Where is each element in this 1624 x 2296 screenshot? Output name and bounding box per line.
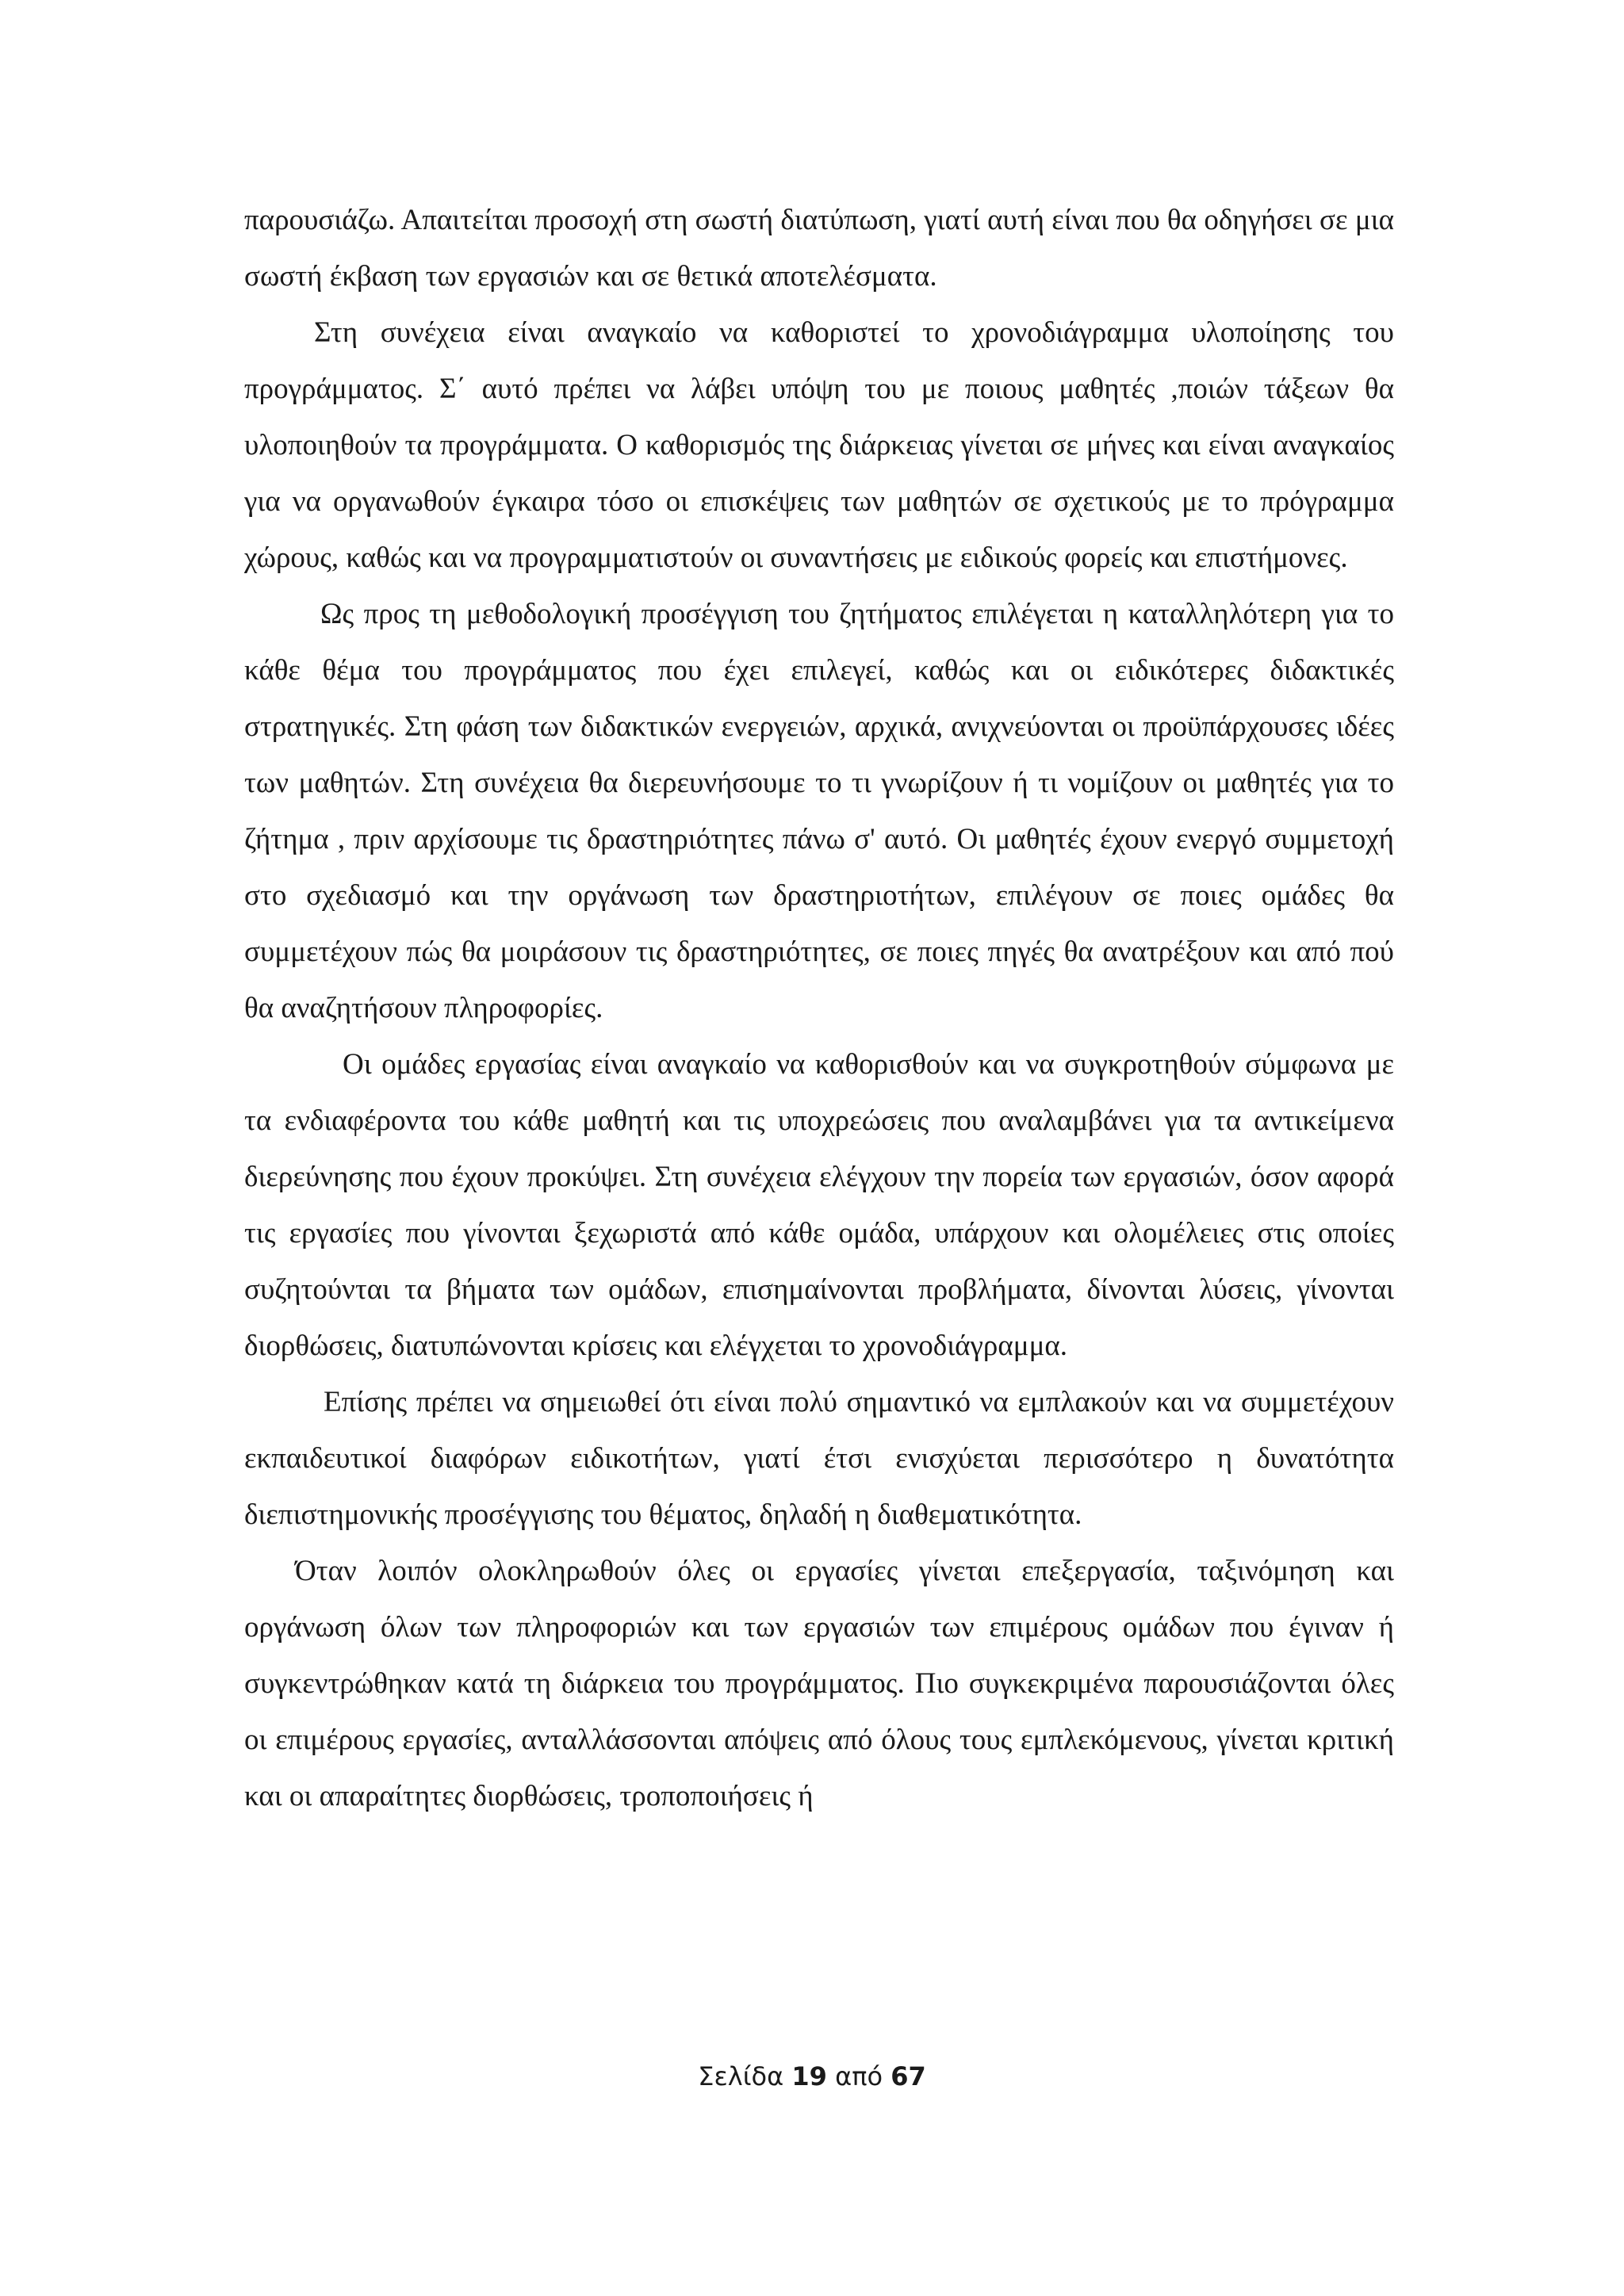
footer-separator: από xyxy=(835,2061,883,2091)
paragraph-schedule: Στη συνέχεια είναι αναγκαίο να καθοριστεί το χρονοδιάγραμμα υλοποίησης του προγράμματος. Σ΄ αυτό πρέπει να λάβει υπόψη του με ποιους μαθητές ,ποιών τάξεων θα υλοποιηθούν τα προγράμματα. Ο καθορισμός της διάρκειας γίνεται σε μήνες και είναι αναγκαίος για να οργανωθούν έγκαιρα τόσο οι επισκέψεις των μαθητών σε σχετικούς με το πρόγραμμα χώρους, καθώς και να προγραμματιστούν οι συναντήσεις με ειδικούς φορείς και επιστήμονες. xyxy=(244,316,1394,574)
paragraph-processing: Όταν λοιπόν ολοκληρωθούν όλες οι εργασίες γίνεται επεξεργασία, ταξινόμηση και οργάνωση όλων των πληροφοριών και των εργασιών των επιμέρους ομάδων που έγιναν ή συγκεντρώθηκαν κατά τη διάρκεια του προγράμματος. Πιο συγκεκριμένα παρουσιάζονται όλες οι επιμέρους εργασίες, ανταλλάσσονται απόψεις από όλους τους εμπλεκόμενους, γίνεται κριτική και οι απαραίτητες διορθώσεις, τροποποιήσεις ή xyxy=(244,1555,1394,1812)
paragraph-methodology: Ως προς τη μεθοδολογική προσέγγιση του ζητήματος επιλέγεται η καταλληλότερη για το κάθε θέμα του προγράμματος που έχει επιλεγεί, καθώς και οι ειδικότερες διδακτικές στρατηγικές. Στη φάση των διδακτικών ενεργειών, αρχικά, ανιχνεύονται οι προϋπάρχουσες ιδέες των μαθητών. Στη συνέχεια θα διερευνήσουμε το τι γνωρίζουν ή τι νομίζουν οι μαθητές για το ζήτημα , πριν αρχίσουμε τις δραστηριότητες πάνω σ' αυτό. Οι μαθητές έχουν ενεργό συμμετοχή στο σχεδιασμό και την οργάνωση των δραστηριοτήτων, επιλέγουν σε ποιες ομάδες θα συμμετέχουν πώς θα μοιράσουν τις δραστηριότητες, σε ποιες πηγές θα ανατρέξουν και από πού θα αναζητήσουν πληροφορίες. xyxy=(244,598,1394,1024)
paragraph-work-groups: Οι ομάδες εργασίας είναι αναγκαίο να καθορισθούν και να συγκροτηθούν σύμφωνα με τα ενδιαφέροντα του κάθε μαθητή και τις υποχρεώσεις που αναλαμβάνει για τα αντικείμενα διερεύνησης που έχουν προκύψει. Στη συνέχεια ελέγχουν την πορεία των εργασιών, όσον αφορά τις εργασίες που γίνονται ξεχωριστά από κάθε ομάδα, υπάρχουν και ολομέλειες στις οποίες συζητούνται τα βήματα των ομάδων, επισημαίνονται προβλήματα, δίνονται λύσεις, γίνονται διορθώσεις, διατυπώνονται κρίσεις και ελέγχεται το χρονοδιάγραμμα. xyxy=(244,1048,1394,1362)
document-body xyxy=(244,192,1394,1824)
paragraph-continuation: παρουσιάζω. Απαιτείται προσοχή στη σωστή διατύπωση, γιατί αυτή είναι που θα οδηγήσει σε μια σωστή έκβαση των εργασιών και σε θετικά αποτελέσματα. xyxy=(244,204,1394,293)
paragraph-teachers: Επίσης πρέπει να σημειωθεί ότι είναι πολύ σημαντικό να εμπλακούν και να συμμετέχουν εκπαιδευτικοί διαφόρων ειδικοτήτων, γιατί έτσι ενισχύεται περισσότερο η δυνατότητα διεπιστημονικής προσέγγισης του θέματος, δηλαδή η διαθεματικότητα. xyxy=(244,1386,1394,1531)
footer-total-pages: 67 xyxy=(891,2061,926,2091)
footer-prefix: Σελίδα xyxy=(698,2061,784,2091)
footer-current-page: 19 xyxy=(791,2061,827,2091)
page-footer xyxy=(0,2061,1624,2091)
